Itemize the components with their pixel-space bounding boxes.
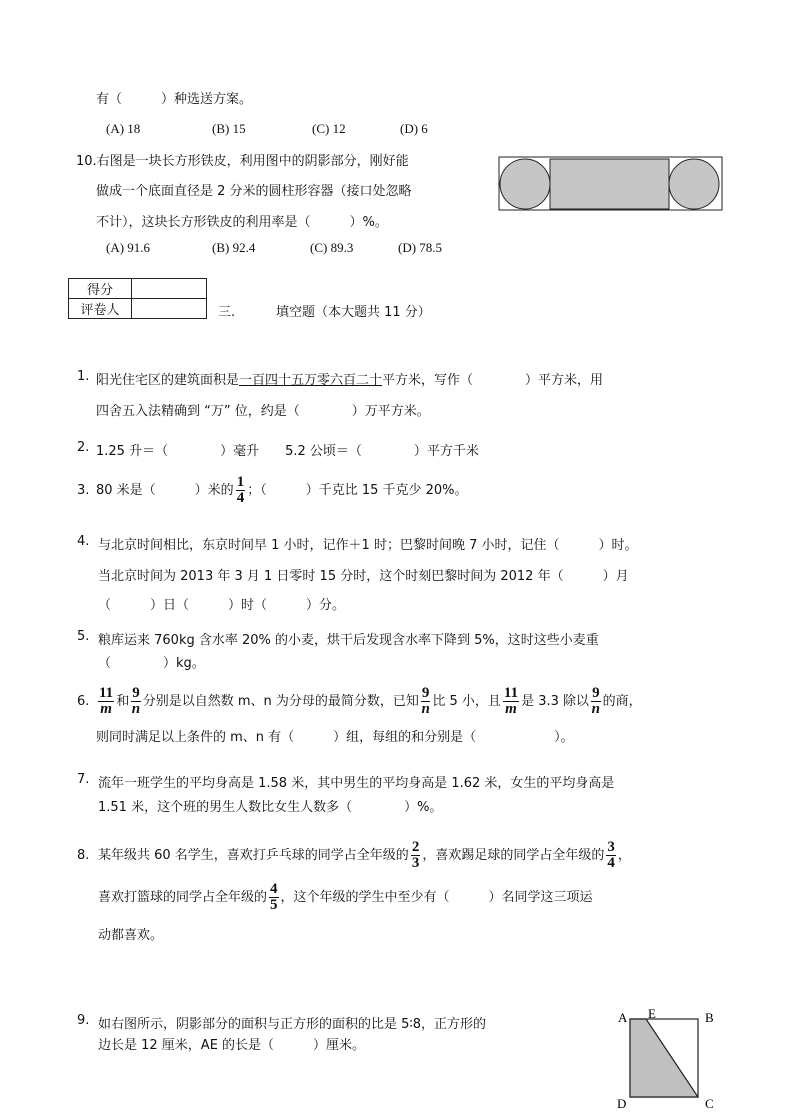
q10-left-circle — [500, 159, 550, 209]
f6-fraction-9n-b: $\frac{9}{n}$ — [421, 685, 430, 717]
grader-label: 评卷人 — [69, 299, 132, 319]
f7-line2: 1.51 米，这个班的男生人数比女生人数多（ ）%。 — [98, 800, 443, 815]
f4-line1: 与北京时间相比，东京时间早 1 小时，记作＋1 时；巴黎时间晚 7 小时，记住（ ）时。 — [98, 538, 638, 553]
q10-figure — [498, 156, 724, 212]
score-label: 得分 — [69, 279, 132, 299]
q10-line1: 10.右图是一块长方形铁皮，利用图中的阴影部分，刚好能 — [76, 154, 409, 169]
f1-underlined-number: 一百四十五万零六百二十 — [239, 373, 383, 388]
f1-number: 1. — [77, 369, 90, 384]
f4-line2: 当北京时间为 2013 年 3 月 1 日零时 15 分时，这个时刻巴黎时间为 2012 年（ ）月 — [98, 569, 629, 584]
f6-line1: $\frac{11}{m}$ 和 $\frac{9}{n}$ 分别是以自然数 m、n 为分母的最简分数，已知 $\frac{9}{n}$ 比 5 小，且 $\frac{11}{m}$ 是 3.3 除以 $\frac{9}{n}$ 的商， — [99, 685, 642, 717]
f9-square-figure — [608, 1004, 726, 1116]
f6-line2: 则同时满足以上条件的 m、n 有（ ）组，每组的和分别是（ ）。 — [96, 730, 574, 745]
f8-number: 8. — [77, 848, 90, 863]
q10-option-a: (A) 91.6 — [106, 240, 151, 255]
f9-line2: 边长是 12 厘米，AE 的长是（ ）厘米。 — [98, 1038, 366, 1053]
f3-number: 3. — [77, 483, 90, 498]
f6-fraction-11m-b: $\frac{11}{m}$ — [503, 685, 519, 717]
q10-line2: 做成一个底面直径是 2 分米的圆柱形容器（接口处忽略 — [96, 184, 412, 199]
f5-line2: （ ）kg。 — [98, 656, 205, 671]
f9-label-e: E — [648, 1006, 656, 1021]
f2-text: 1.25 升＝（ ）毫升 5.2 公顷＝（ ）平方千米 — [96, 444, 479, 459]
q9-tail-text: 有（ ）种选送方案。 — [96, 92, 253, 107]
f1-line2: 四舍五入法精确到 “万” 位，约是（ ）万平方米。 — [96, 404, 430, 419]
f8-line1: 某年级共 60 名学生，喜欢打乒乓球的同学占全年级的 $\frac{2}{3}$ ，喜欢踢足球的同学占全年级的 $\frac{3}{4}$ ， — [98, 839, 631, 871]
q10-center-rect — [550, 159, 669, 209]
f3-text: 80 米是（ ）米的 $\frac{1}{4}$ ；（ ）千克比 15 千克少 20%。 — [96, 474, 468, 506]
f2-number: 2. — [77, 440, 90, 455]
f9-label-a: A — [618, 1010, 628, 1025]
f8-fraction-4-5: $\frac{4}{5}$ — [270, 881, 278, 913]
f8-fraction-3-4: $\frac{3}{4}$ — [607, 839, 615, 871]
f8-line3: 动都喜欢。 — [98, 928, 164, 943]
q10-option-d: (D) 78.5 — [398, 240, 443, 255]
f8-line2: 喜欢打篮球的同学占全年级的 $\frac{4}{5}$ ，这个年级的学生中至少有（ ）名同学这三项运 — [98, 881, 593, 913]
f5-line1: 粮库运来 760kg 含水率 20% 的小麦，烘干后发现含水率下降到 5%，这时这些小麦重 — [98, 633, 599, 648]
score-cell[interactable] — [132, 279, 207, 299]
f7-line1: 流年一班学生的平均身高是 1.58 米，其中男生的平均身高是 1.62 米，女生的平均身高是 — [98, 776, 615, 791]
q9-option-d: (D) 6 — [400, 121, 428, 136]
section-number: 三. — [218, 305, 236, 320]
q9-option-a: (A) 18 — [106, 121, 141, 136]
f6-fraction-11m: $\frac{11}{m}$ — [99, 685, 114, 717]
q10-line3: 不计），这块长方形铁皮的利用率是（ ）%。 — [96, 215, 388, 230]
f7-number: 7. — [77, 772, 90, 787]
f9-line1: 如右图所示，阴影部分的面积与正方形的面积的比是 5∶8，正方形的 — [98, 1017, 487, 1032]
f4-number: 4. — [77, 534, 90, 549]
f9-label-c: C — [705, 1096, 714, 1111]
grader-cell[interactable] — [132, 299, 207, 319]
f6-fraction-9n-c: $\frac{9}{n}$ — [591, 685, 600, 717]
q10-option-b: (B) 92.4 — [212, 240, 256, 255]
q9-option-b: (B) 15 — [212, 121, 246, 136]
q10-option-c: (C) 89.3 — [310, 240, 354, 255]
f9-label-b: B — [705, 1010, 714, 1025]
q10-right-circle — [669, 159, 719, 209]
score-table — [68, 278, 207, 319]
f8-fraction-2-3: $\frac{2}{3}$ — [411, 839, 420, 871]
q9-option-c: (C) 12 — [312, 121, 346, 136]
f6-number: 6. — [77, 694, 90, 709]
f1-line1: 阳光住宅区的建筑面积是一百四十五万零六百二十平方米，写作（ ）平方米，用 — [96, 373, 604, 388]
f4-line3: （ ）日（ ）时（ ）分。 — [98, 598, 346, 613]
f3-fraction: $\frac{1}{4}$ — [236, 474, 245, 506]
f9-label-d: D — [617, 1096, 627, 1111]
f9-number: 9. — [77, 1013, 90, 1028]
section-title: 填空题（本大题共 11 分） — [276, 305, 431, 320]
f5-number: 5. — [77, 629, 90, 644]
f6-fraction-9n: $\frac{9}{n}$ — [131, 685, 141, 717]
